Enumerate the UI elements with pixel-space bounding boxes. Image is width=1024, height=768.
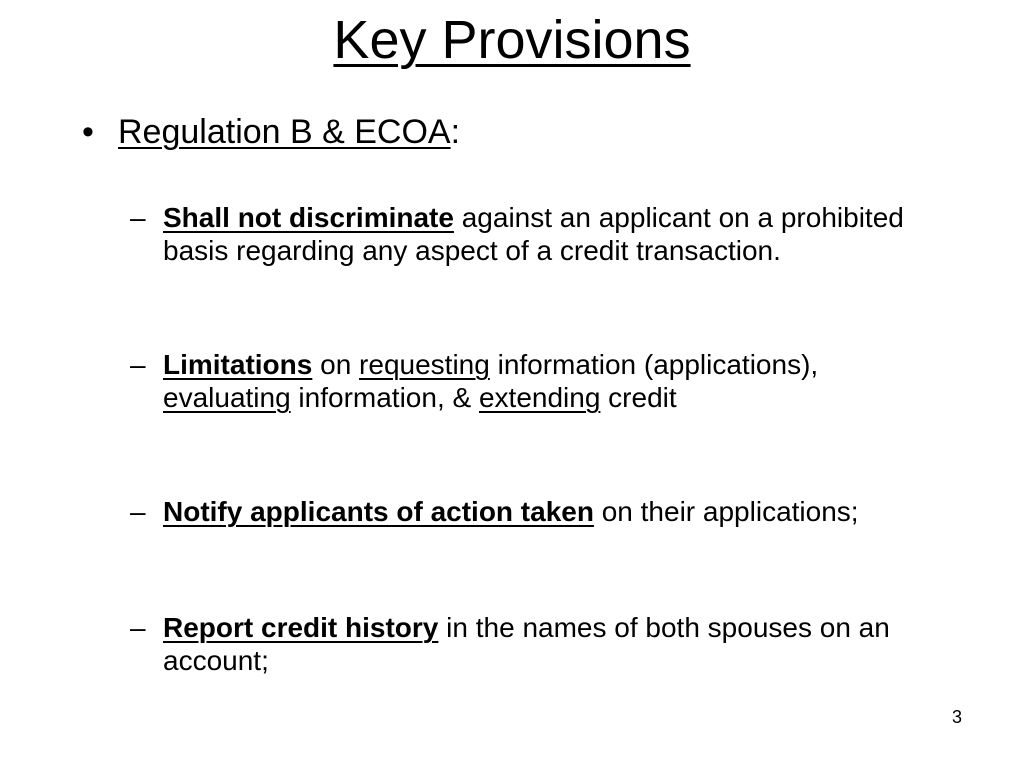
sub-item-bold: Notify applicants of action taken <box>163 496 594 527</box>
sub-item-rest: in the names of both spouses on an account; <box>163 612 890 676</box>
dash-marker: – <box>130 202 146 233</box>
dash-marker: – <box>130 496 146 527</box>
slide-title: Key Provisions <box>333 10 691 70</box>
sub-item-text-part: on <box>312 349 360 380</box>
sub-item-text-part: information (applications), <box>489 349 819 380</box>
page-number: 3 <box>951 707 962 727</box>
sub-item-bold: Report credit history <box>163 612 439 643</box>
bullet-label: Regulation B & ECOA <box>118 113 451 151</box>
sub-item-text <box>163 611 933 677</box>
bullet-suffix: : <box>450 113 461 151</box>
underlined-requesting: requesting <box>359 349 490 380</box>
sub-item-rest: on their applications; <box>593 496 859 527</box>
sub-item-bold: Shall not discriminate <box>163 202 454 233</box>
sub-item-text-part: information, & <box>290 382 479 413</box>
underlined-evaluating: evaluating <box>163 382 291 413</box>
sub-item-text-part: credit <box>600 382 677 413</box>
bullet-marker: • <box>82 113 94 151</box>
dash-marker: – <box>130 612 146 643</box>
sub-item-rest: against an applicant on a prohibited basis regarding any aspect of a credit transaction. <box>163 202 904 266</box>
sub-item-bold: Limitations <box>163 349 313 380</box>
sub-item-text <box>163 201 933 267</box>
bullet-text <box>118 112 460 152</box>
sub-item-text <box>163 495 933 528</box>
sub-item-text <box>163 348 933 414</box>
underlined-extending: extending <box>478 382 601 413</box>
dash-marker: – <box>130 349 146 380</box>
